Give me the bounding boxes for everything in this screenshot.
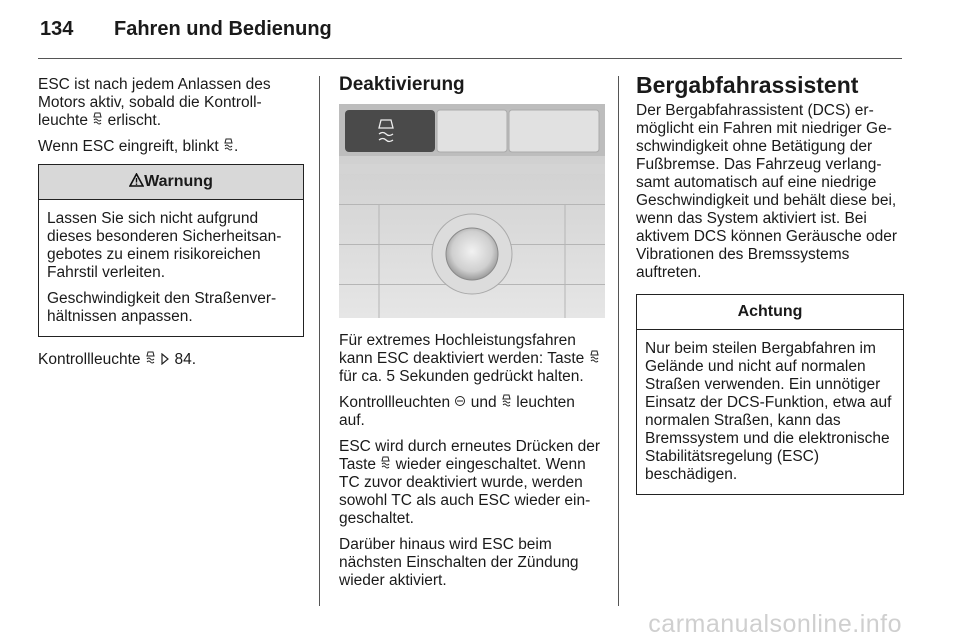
esc-warning-lamp-icon xyxy=(92,114,103,128)
paragraph xyxy=(38,351,304,369)
esc-off-button-icon xyxy=(589,352,600,366)
caution-text: Nur beim steilen Bergabfahren im Gelände und nicht auf normalen Straßen verwenden. Ein unnötiger Einsatz der DCS-Funktion, etwa auf normalen Straßen, kann das Bremssystem und die elektronische Stabilitätsregelung (ESC) beschädigen. xyxy=(645,340,892,483)
column-divider xyxy=(618,76,619,606)
warning-box-body xyxy=(39,200,303,336)
paragraph xyxy=(339,332,605,386)
column-divider xyxy=(319,76,320,606)
warning-title: Warnung xyxy=(144,173,213,190)
caution-box-header: Achtung xyxy=(637,295,903,330)
column-left xyxy=(38,76,304,377)
text: wieder eingeschaltet. Wenn TC zuvor deaktiviert wurde, werden sowohl TC als auch ESC wieder eingeschaltet. xyxy=(339,456,591,527)
column-middle xyxy=(339,76,605,598)
warning-box-header xyxy=(39,165,303,200)
esc-warning-lamp-icon xyxy=(501,396,512,410)
page-reference-arrow-icon xyxy=(160,351,170,368)
section-heading: Deaktivierung xyxy=(339,74,465,95)
header-rule xyxy=(38,58,902,59)
caution-box-body xyxy=(637,330,903,494)
paragraph: Der Bergabfahrassistent (DCS) ermöglicht ein Fahren mit niedriger Geschwindigkeit ohne Betätigung der Fußbremse. Das Fahrzeug verlangsamt automatisch auf eine niedrige Geschwindigkeit und behält diese bei, wenn das System aktiviert ist. Bei aktivem DCS können Geräusche oder Vibrationen des Bremssystems auftreten. xyxy=(636,102,898,281)
tc-off-icon xyxy=(454,396,466,410)
paragraph xyxy=(339,394,605,430)
warning-triangle-icon xyxy=(129,173,144,190)
paragraph: Darüber hinaus wird ESC beim nächsten Einschalten der Zündung wieder aktiviert. xyxy=(339,536,579,589)
text: erlischt. xyxy=(103,112,162,129)
column-right xyxy=(636,72,904,509)
paragraph xyxy=(38,138,304,156)
text: Kontrollleuchte xyxy=(38,351,145,368)
text: . xyxy=(233,138,239,155)
warning-box xyxy=(38,164,304,337)
text: für ca. 5 Sekunden gedrückt halten. xyxy=(339,368,584,385)
text: und xyxy=(466,394,501,411)
esc-warning-lamp-icon xyxy=(145,353,156,367)
paragraph xyxy=(339,438,605,528)
paragraph xyxy=(38,76,304,130)
section-heading: Bergabfahrassistent xyxy=(636,72,859,98)
text: 84. xyxy=(170,351,197,368)
text: Wenn ESC eingreift, blinkt xyxy=(38,138,223,155)
text: leuchten auf. xyxy=(339,394,575,429)
warning-text: Lassen Sie sich nicht aufgrund dieses besonderen Sicherheitsangebotes zu einem risikoreichen Fahrstil verleiten. xyxy=(47,210,282,281)
page-title: Fahren und Bedienung xyxy=(114,18,332,40)
caution-box xyxy=(636,294,904,495)
warning-text: Geschwindigkeit den Straßenverhältnissen anpassen. xyxy=(47,290,277,325)
text: ESC wird durch erneutes Drücken der Taste xyxy=(339,438,601,473)
page-number: 134 xyxy=(40,18,74,40)
page-header xyxy=(40,18,332,41)
text: ESC ist nach jedem Anlassen des Motors aktiv, sobald die Kontrollleuchte xyxy=(38,76,271,129)
text: Für extremes Hochleistungsfahren kann ESC deaktiviert werden: Taste xyxy=(339,332,589,367)
esc-button-photo xyxy=(339,104,605,318)
text: Kontrollleuchten xyxy=(339,394,455,411)
esc-warning-lamp-icon xyxy=(223,140,234,154)
watermark: carmanualsonline.info xyxy=(648,610,902,638)
esc-off-button-icon xyxy=(380,458,391,472)
